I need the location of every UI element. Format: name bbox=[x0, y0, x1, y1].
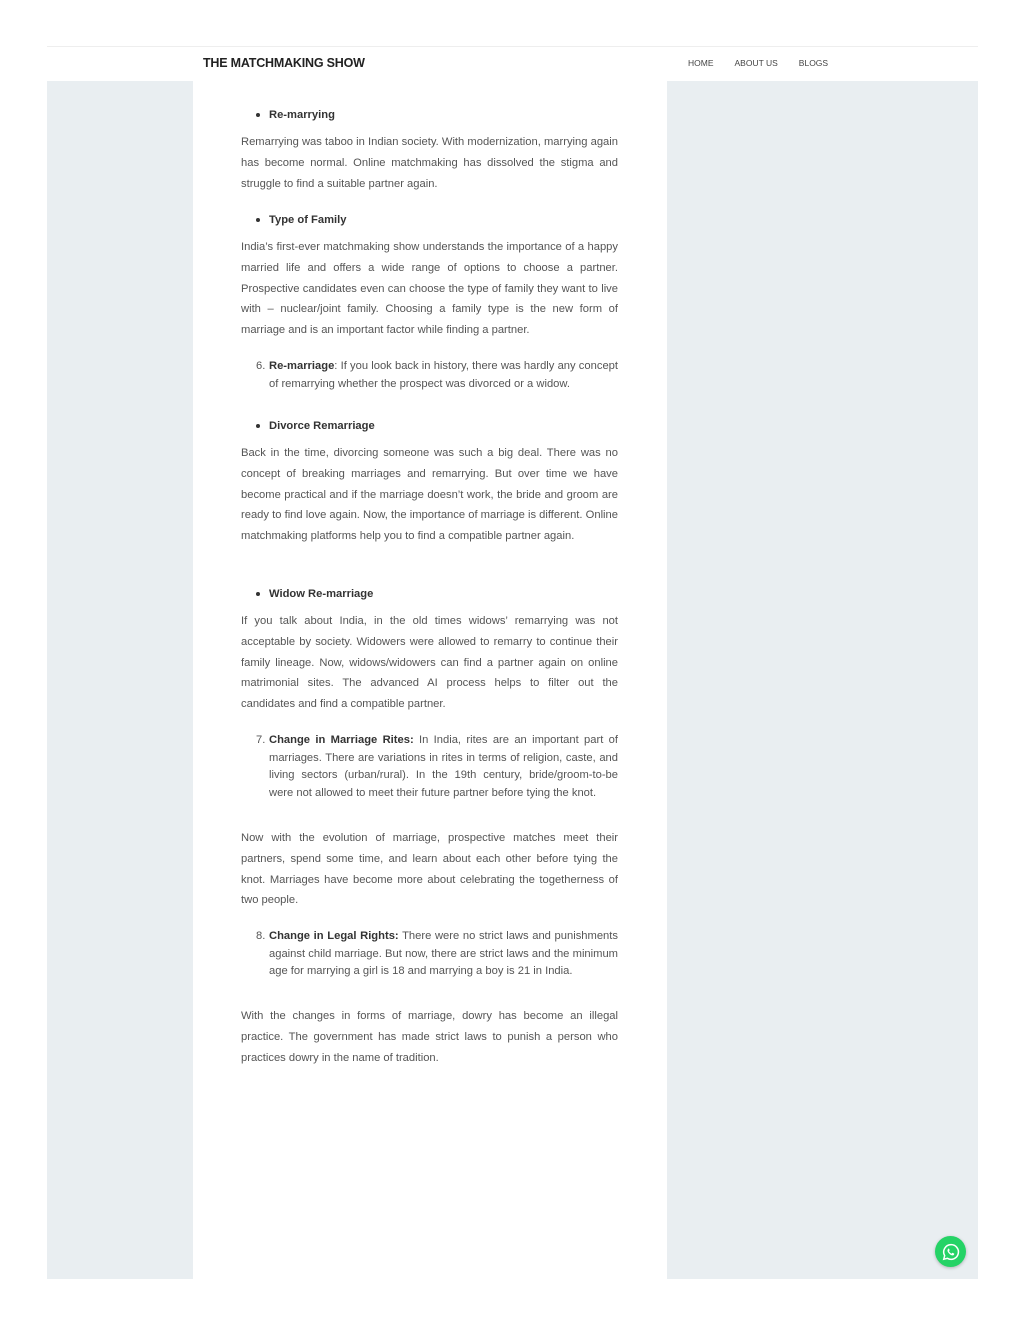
article-paragraph: If you talk about India, in the old times widows’ remarrying was not acceptable by society. Widowers were allowed to remarry to continue their family lineage. Now, widows/widowers can find a partner again on online matrimonial sites. The advanced AI process helps to filter out the candidates and find a compatible partner. bbox=[241, 615, 618, 711]
main-content bbox=[193, 46, 667, 1279]
bullet-heading: Type of Family bbox=[241, 212, 618, 228]
bullet-heading: Re-marrying bbox=[241, 107, 618, 123]
whatsapp-button[interactable] bbox=[935, 1236, 966, 1267]
whatsapp-icon bbox=[941, 1242, 961, 1262]
bullet-heading: Widow Re-marriage bbox=[241, 586, 618, 602]
numbered-item bbox=[241, 358, 618, 393]
item-number: 8. bbox=[256, 930, 266, 942]
item-heading: Change in Legal Rights: bbox=[269, 930, 399, 942]
item-number: 7. bbox=[256, 734, 266, 746]
site-header bbox=[47, 46, 978, 81]
numbered-item bbox=[241, 732, 618, 802]
site-title[interactable]: THE MATCHMAKING SHOW bbox=[203, 56, 365, 70]
left-background-panel bbox=[47, 46, 193, 1279]
article-paragraph: Back in the time, divorcing someone was such a big deal. There was no concept of breaking marriages and remarrying. But over time we have become practical and if the marriage doesn’t work, the bride and groom are ready to find love again. Now, the importance of marriage is different. Online matchmaking platforms help you to find a compatible partner again. bbox=[241, 447, 618, 543]
nav-blogs[interactable]: BLOGS bbox=[798, 58, 829, 68]
nav-about-us[interactable]: ABOUT US bbox=[734, 58, 778, 68]
article-paragraph: India’s first-ever matchmaking show understands the importance of a happy married life and offers a wide range of options to choose a partner. Prospective candidates even can choose the type of family they want to live with – nuclear/joint family. Choosing a family type is the new form of marriage and is an important factor while finding a partner. bbox=[241, 241, 618, 337]
nav-home[interactable]: HOME bbox=[688, 58, 714, 68]
item-text: : If you look back in history, there was hardly any concept of remarrying whether the prospect was divorced or a widow. bbox=[269, 360, 618, 390]
article-paragraph: With the changes in forms of marriage, dowry has become an illegal practice. The government has made strict laws to punish a person who practices dowry in the name of tradition. bbox=[241, 1010, 618, 1064]
bullet-heading: Divorce Remarriage bbox=[241, 418, 618, 434]
numbered-item bbox=[241, 928, 618, 981]
item-heading: Change in Marriage Rites: bbox=[269, 734, 414, 746]
item-text: In India, rites are an important part of marriages. There are variations in rites in terms of religion, caste, and living sectors (urban/rural). In the 19th century, bride/groom-to-be were not allowed to meet their future partner before tying the knot. bbox=[269, 734, 618, 799]
item-number: 6. bbox=[256, 360, 266, 372]
right-background-panel bbox=[667, 46, 978, 1279]
item-text: There were no strict laws and punishments against child marriage. But now, there are strict laws and the minimum age for marrying a girl is 18 and marrying a boy is 21 in India. bbox=[269, 930, 618, 978]
item-heading: Re-marriage bbox=[269, 360, 335, 372]
article-paragraph: Remarrying was taboo in Indian society. With modernization, marrying again has become normal. Online matchmaking has dissolved the stigma and struggle to find a suitable partner again. bbox=[241, 136, 618, 190]
article-paragraph: Now with the evolution of marriage, prospective matches meet their partners, spend some time, and learn about each other before tying the knot. Marriages have become more about celebrating the togetherness of two people. bbox=[241, 832, 618, 907]
main-nav bbox=[688, 58, 849, 68]
